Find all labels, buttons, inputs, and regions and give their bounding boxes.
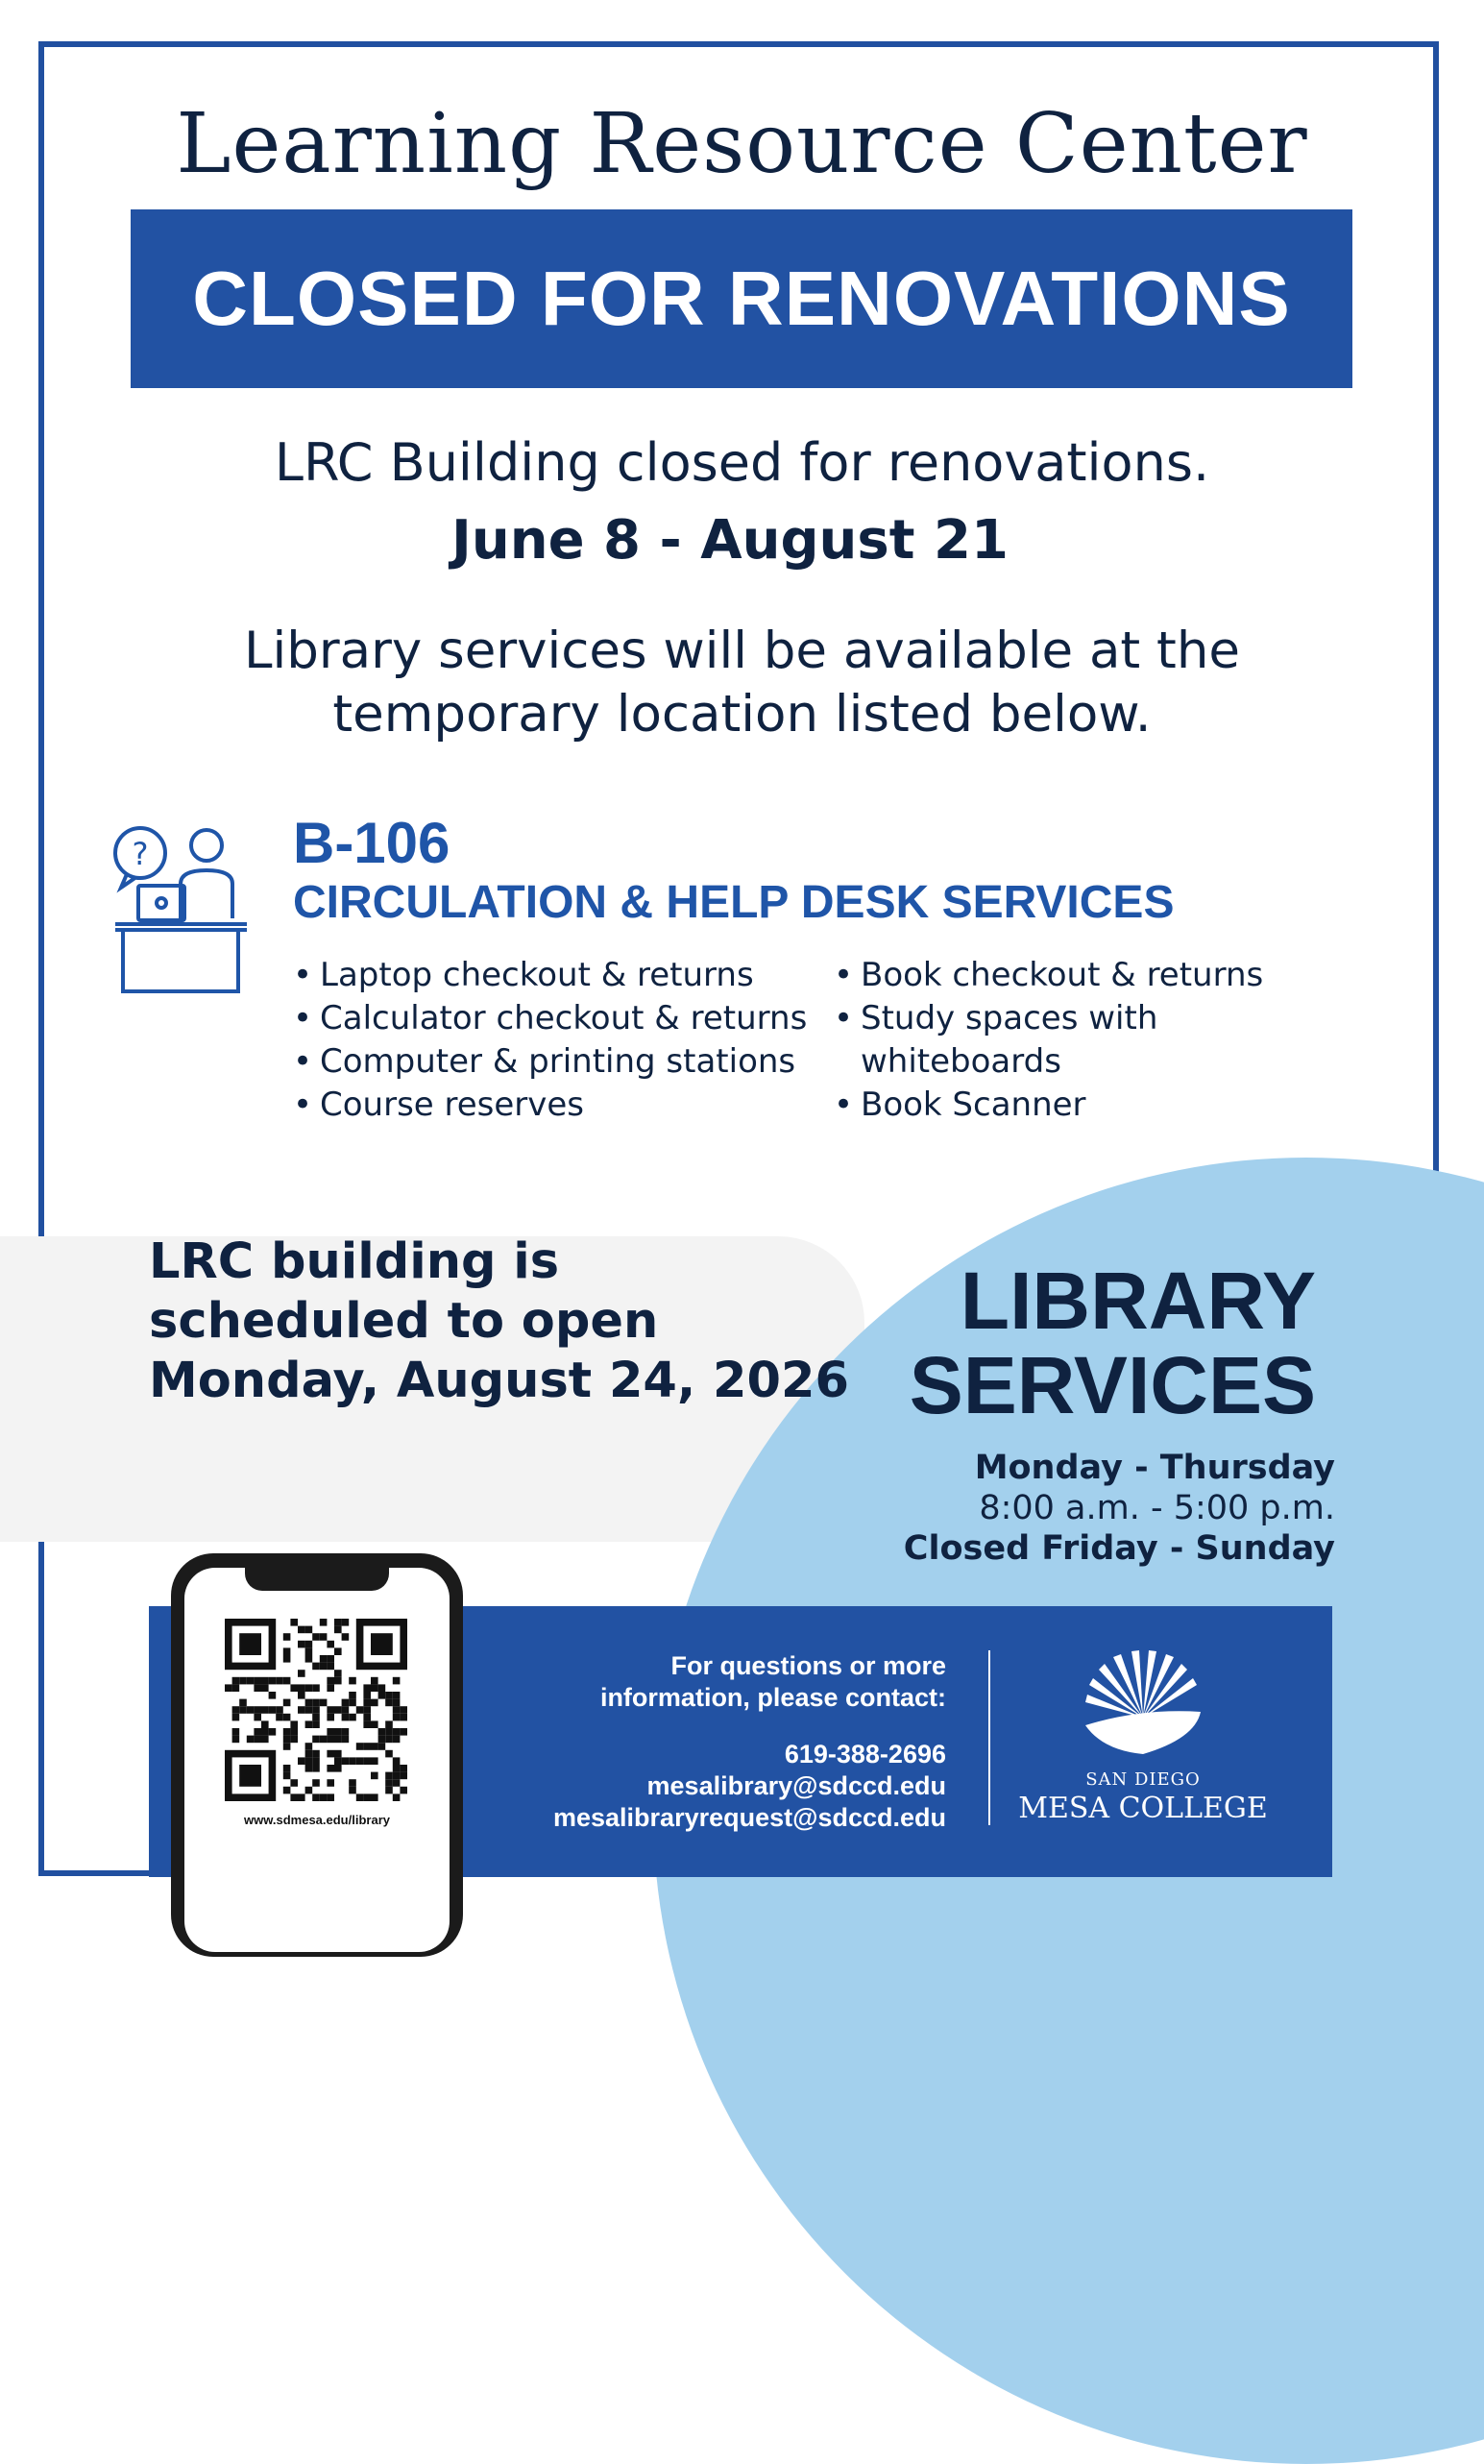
list-item-text: Study spaces with xyxy=(861,999,1158,1037)
qr-url[interactable]: www.sdmesa.edu/library xyxy=(244,1813,390,1827)
library-services-title-1: LIBRARY xyxy=(960,1256,1316,1346)
services-heading: CIRCULATION & HELP DESK SERVICES xyxy=(293,877,1175,928)
reopen-line-2: scheduled to open xyxy=(149,1293,659,1350)
phone-notch xyxy=(245,1566,389,1591)
contact-phone[interactable]: 619-388-2696 xyxy=(784,1740,946,1769)
library-services-title-2: SERVICES xyxy=(909,1340,1316,1430)
help-desk-icon xyxy=(108,824,252,995)
closed-banner-text: CLOSED FOR RENOVATIONS xyxy=(192,256,1291,341)
availability-note xyxy=(0,620,1484,746)
qr-code-icon[interactable] xyxy=(225,1619,407,1801)
logo-text-line-1: SAN DIEGO xyxy=(1085,1769,1201,1790)
footer-divider xyxy=(988,1650,990,1825)
list-item xyxy=(834,997,1295,1084)
room-number: B-106 xyxy=(293,811,450,875)
list-item: • Book Scanner xyxy=(834,1084,1295,1127)
reopen-notice xyxy=(149,1232,879,1411)
hours-closed: Closed Friday - Sunday xyxy=(903,1529,1335,1568)
library-hours xyxy=(845,1448,1335,1569)
logo-text-line-2: MESA COLLEGE xyxy=(1018,1792,1268,1825)
reopen-line-3: Monday, August 24, 2026 xyxy=(149,1353,849,1409)
closure-notice: LRC Building closed for renovations. xyxy=(274,432,1210,493)
contact-prompt-2: information, please contact: xyxy=(599,1683,946,1712)
hours-days: Monday - Thursday xyxy=(974,1449,1335,1487)
svg-text:?: ? xyxy=(132,836,149,872)
list-item: • Calculator checkout & returns xyxy=(293,997,807,1040)
services-list-left xyxy=(293,954,807,1127)
list-item: • Book checkout & returns xyxy=(834,954,1295,997)
contact-prompt-1: For questions or more xyxy=(670,1651,946,1680)
library-services-title xyxy=(864,1256,1316,1430)
availability-line-1: Library services will be available at the xyxy=(243,622,1241,680)
list-item: • Laptop checkout & returns xyxy=(293,954,807,997)
page-title: Learning Resource Center xyxy=(176,96,1308,192)
reopen-line-1: LRC building is xyxy=(149,1233,560,1290)
list-item: • Computer & printing stations xyxy=(293,1040,807,1084)
mesa-college-logo-icon xyxy=(1083,1650,1203,1758)
closure-dates: June 8 - August 21 xyxy=(451,509,1009,572)
list-item-text: whiteboards xyxy=(861,1042,1061,1081)
services-list-right xyxy=(834,954,1295,1127)
contact-info xyxy=(461,1650,946,1834)
contact-email-1[interactable]: mesalibrary@sdccd.edu xyxy=(646,1771,946,1800)
list-item: • Course reserves xyxy=(293,1084,807,1127)
availability-line-2: temporary location listed below. xyxy=(332,685,1152,744)
contact-email-2[interactable]: mesalibraryrequest@sdccd.edu xyxy=(553,1803,946,1832)
hours-time: 8:00 a.m. - 5:00 p.m. xyxy=(979,1489,1335,1527)
